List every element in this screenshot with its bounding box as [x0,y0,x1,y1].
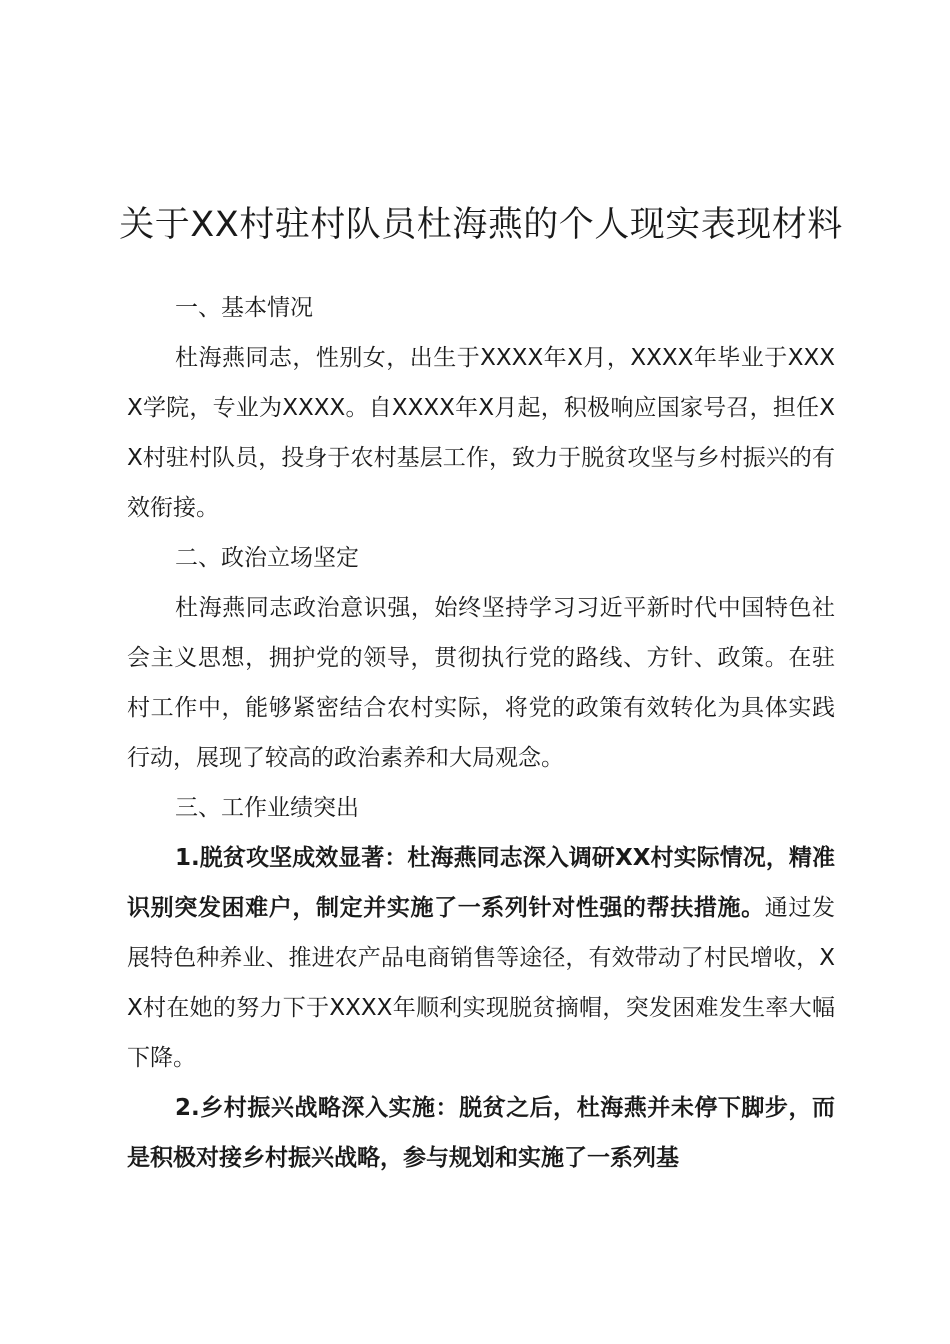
section-heading-political-stance: 二、政治立场坚定 [175,545,359,571]
paragraph-political-stance: 杜海燕同志政治意识强，始终坚持学习习近平新时代中国特色社会主义思想，拥护党的领导，贯彻执行党的路线、方针、政策。在驻村工作中，能够紧密结合农村实际，将党的政策有效转化为具体实践行动，展现了较高的政治素养和大局观念。 [127,595,835,771]
item-1-text: 通过发展特色种养业、推进农产品电商销售等途径，有效带动了村民增收，XX村在她的努力下于XXXX年顺利实现脱贫摘帽，突发困难发生率大幅下降。 [127,895,836,1071]
document-body [127,283,835,1183]
paragraph-basic-info: 杜海燕同志，性别女，出生于XXXX年X月，XXXX年毕业于XXXX学院，专业为XXXX。自XXXX年X月起，积极响应国家号召，担任XX村驻村队员，投身于农村基层工作，致力于脱贫攻坚与乡村振兴的有效衔接。 [127,345,835,521]
paragraph-rural-revitalization [127,1083,835,1183]
item-2-bold-lead: 2.乡村振兴战略深入实施：脱贫之后，杜海燕并未停下脚步，而是积极对接乡村振兴战略，参与规划和实施了一系列基 [127,1095,835,1171]
document-title: 关于XX村驻村队员杜海燕的个人现实表现材料 [119,205,843,246]
section-heading-work-achievements: 三、工作业绩突出 [175,795,359,821]
section-heading-basic-info: 一、基本情况 [175,295,313,321]
paragraph-poverty-alleviation [127,833,835,1083]
item-1-bold-lead: 1.脱贫攻坚成效显著：杜海燕同志深入调研XX村实际情况，精准识别突发困难户，制定并实施了一系列针对性强的帮扶措施。 [127,845,835,921]
